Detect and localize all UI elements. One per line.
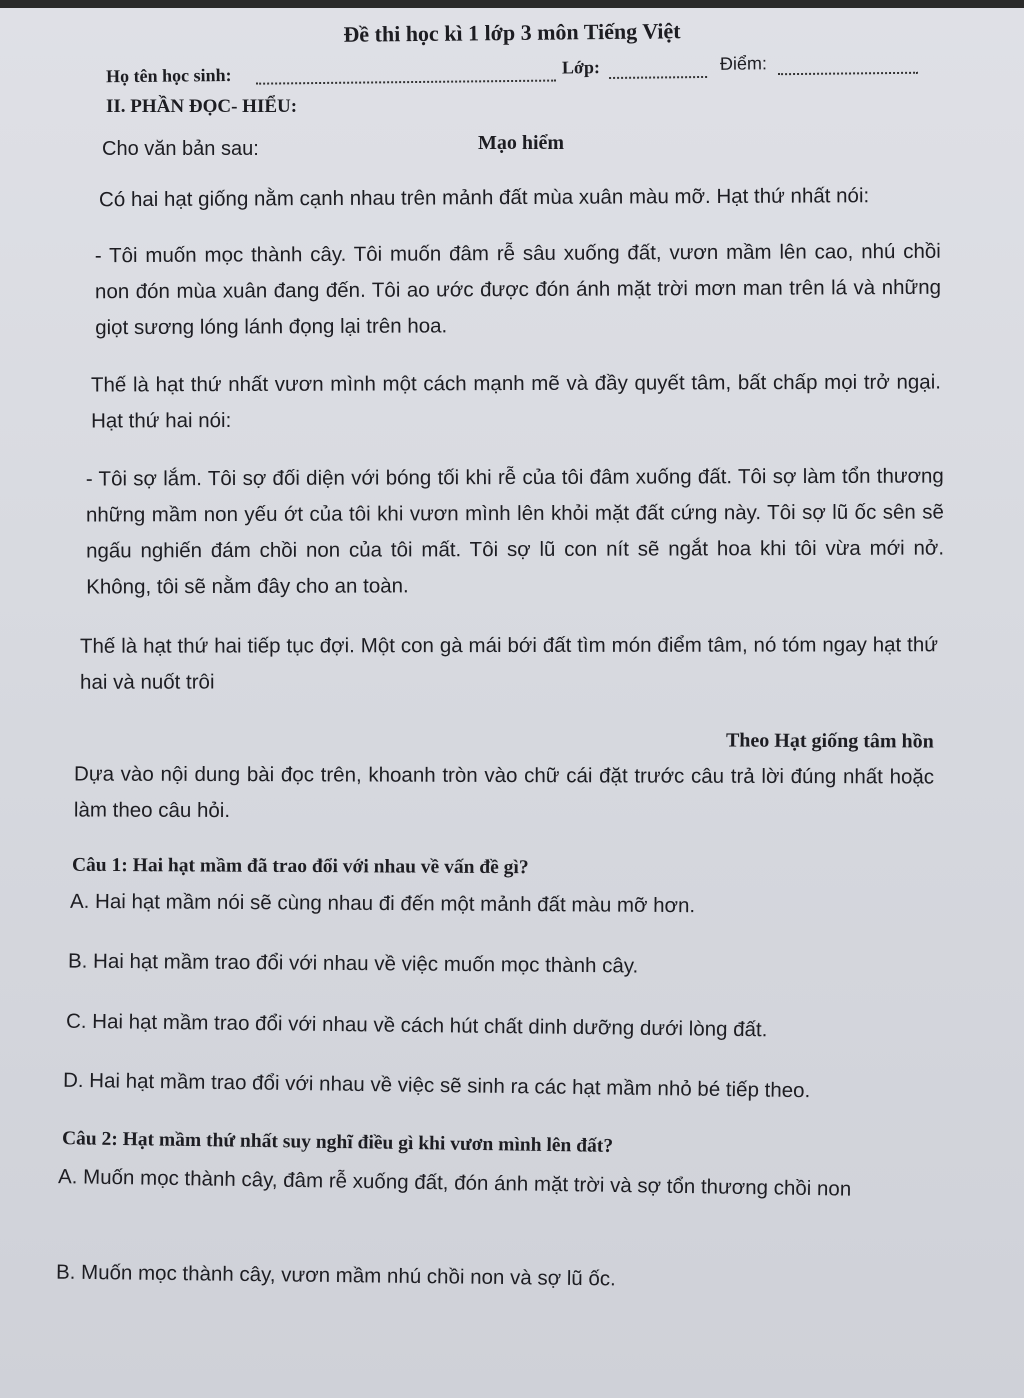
story-source: Theo Hạt giống tâm hồn [726, 729, 935, 753]
exam-title: Đề thi học kì 1 lớp 3 môn Tiếng Việt [343, 18, 681, 47]
story-paragraph-3: Thế là hạt thứ nhất vươn mình một cách mạnh mẽ và đầy quyết tâm, bất chấp mọi trở ngại. Hạt thứ hai nói: [90, 370, 941, 433]
student-name-label: Họ tên học sinh: [105, 64, 232, 87]
story-paragraph-5: Thế là hạt thứ hai tiếp tục đợi. Một con gà mái bới đất tìm món điểm tâm, nó tóm ngay hạt thứ hai và nuốt trôi [79, 633, 938, 694]
intro-text: Cho văn bản sau: [102, 138, 259, 160]
question-1-option-a[interactable]: A. Hai hạt mầm nói sẽ cùng nhau đi đến một mảnh đất màu mỡ hơn. [69, 889, 696, 918]
class-label: Lớp: [561, 57, 601, 78]
story-paragraph-2: - Tôi muốn mọc thành cây. Tôi muốn đâm rễ sâu xuống đất, vươn mầm lên cao, nhú chồi non đón mùa xuân đang đến. Tôi ao ước được đón ánh mặt trời mơn man trên lá và những giọt sương lóng lánh đọng lại trên hoa. [94, 239, 942, 340]
question-1-option-b[interactable]: B. Hai hạt mầm trao đổi với nhau về việc muốn mọc thành cây. [67, 949, 639, 978]
question-2-label: Câu 2: Hạt mầm thứ nhất suy nghĩ điều gì khi vươn mình lên đất? [61, 1128, 614, 1157]
question-1-option-d[interactable]: D. Hai hạt mầm trao đổi với nhau về việc sẽ sinh ra các hạt mầm nhỏ bé tiếp theo. [62, 1068, 811, 1103]
student-name-blank[interactable] [256, 80, 556, 85]
question-2-option-b[interactable]: B. Muốn mọc thành cây, vươn mầm nhú chồi non và sợ lũ ốc. [55, 1260, 616, 1291]
class-blank[interactable] [609, 76, 707, 79]
instruction-text: Dựa vào nội dung bài đọc trên, khoanh tròn vào chữ cái đặt trước câu trả lời đúng nhất hoặc làm theo câu hỏi. [73, 762, 935, 823]
question-2-option-a[interactable]: A. Muốn mọc thành cây, đâm rễ xuống đất, đón ánh mặt trời và sợ tổn thương chồi non [57, 1165, 852, 1201]
question-1-option-c[interactable]: C. Hai hạt mầm trao đổi với nhau về cách hút chất dinh dưỡng dưới lòng đất. [65, 1009, 768, 1042]
story-title: Mạo hiểm [478, 132, 565, 154]
story-paragraph-4: - Tôi sợ lắm. Tôi sợ đối diện với bóng tối khi rễ của tôi đâm xuống đất. Tôi sợ làm tổn thương những mầm non yếu ớt của tôi khi vươn mình lên khỏi mặt đất cứng này. Tôi sợ lũ ốc sên sẽ ngấu nghiến đám chồi non của tôi mất. Tôi sợ lũ con nít sẽ ngắt hoa khi tôi vừa mới nở. Không, tôi sẽ nằm đây cho an toàn. [85, 464, 945, 599]
student-info-row [106, 50, 918, 89]
section-heading: II. PHẦN ĐỌC- HIỂU: [106, 96, 298, 117]
question-1-label: Câu 1: Hai hạt mầm đã trao đổi với nhau về vấn đề gì? [71, 854, 529, 879]
score-label: Điểm: [719, 53, 768, 74]
story-paragraph-1: Có hai hạt giống nằm cạnh nhau trên mảnh đất mùa xuân màu mỡ. Hạt thứ nhất nói: [98, 184, 870, 212]
exam-paper [0, 8, 1024, 1398]
score-blank[interactable] [778, 72, 918, 75]
